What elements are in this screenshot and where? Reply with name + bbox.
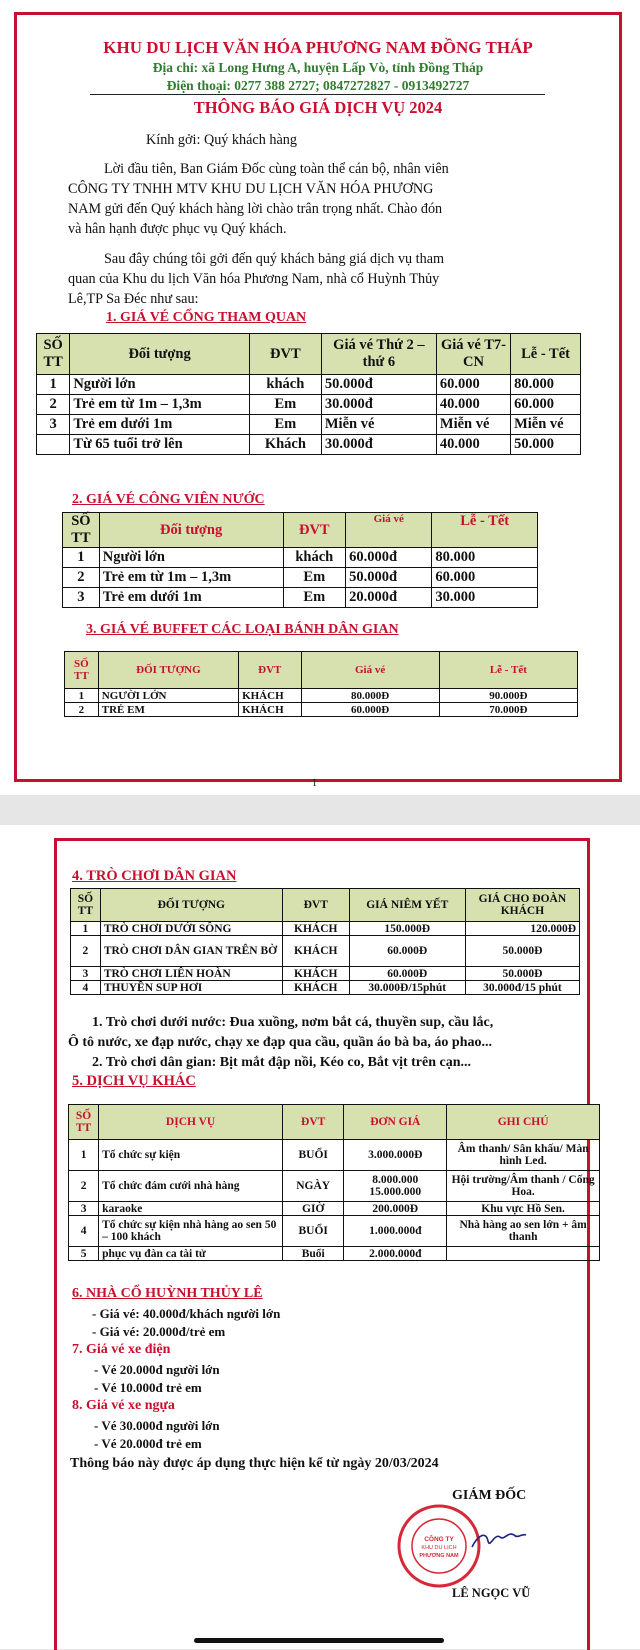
cell: 30.000đ/15 phút — [465, 981, 579, 995]
table-row — [69, 1140, 600, 1171]
cell: Em — [249, 415, 321, 435]
col-stt: SỐ TT — [63, 513, 100, 548]
col-doi-tuong: ĐỐI TƯỢNG — [100, 889, 282, 922]
cell: 3 — [69, 1202, 99, 1216]
cell: 3.000.000Đ — [344, 1140, 447, 1171]
table-row — [37, 435, 581, 455]
svg-text:PHƯƠNG NAM: PHƯƠNG NAM — [419, 1553, 459, 1559]
table-header-row — [37, 334, 581, 375]
cell: Âm thanh/ Sân khấu/ Màn hình Led. — [447, 1140, 600, 1171]
col-stt: SỐ TT — [69, 1105, 99, 1140]
col-gia-doan: GIÁ CHO ĐOÀN KHÁCH — [465, 889, 579, 922]
note1-line2: Ô tô nước, xe đạp nước, chạy xe đạp qua cầu, quần áo bà ba, áo phao... — [68, 1035, 493, 1050]
gate-ticket-table — [36, 333, 581, 455]
cell: 5 — [69, 1247, 99, 1261]
signature-name: LÊ NGỌC VŨ — [452, 1586, 531, 1600]
para2-line2: quan của Khu du lịch Văn hóa Phương Nam, nhà cổ Huỳnh Thủy — [68, 271, 440, 287]
cell: KHÁCH — [239, 689, 301, 703]
notice-title: THÔNG BÁO GIÁ DỊCH VỤ 2024 — [193, 98, 443, 117]
other-services-table — [68, 1104, 600, 1261]
cell: TRÒ CHƠI DÂN GIAN TRÊN BỜ — [100, 936, 282, 967]
list-item: - Vé 20.000đ trẻ em — [94, 1435, 202, 1451]
cell: 30.000đ — [321, 435, 436, 455]
cell: 3 — [63, 588, 100, 608]
buffet-table — [64, 651, 578, 717]
cell: phục vụ đàn ca tài tử — [99, 1247, 283, 1261]
table-row — [37, 395, 581, 415]
cell: THUYỀN SUP HƠI — [100, 981, 282, 995]
cell: TRÒ CHƠI LIÊN HOÀN — [100, 967, 282, 981]
cell: 2 — [65, 703, 99, 717]
para1-line4: và hân hạnh được phục vụ Quý khách. — [68, 221, 287, 237]
table-header-row — [63, 513, 538, 548]
table-row — [37, 415, 581, 435]
cell: 80.000 — [511, 375, 581, 395]
cell: 50.000Đ — [465, 967, 579, 981]
cell: 40.000 — [436, 435, 510, 455]
signature-role: GIÁM ĐỐC — [452, 1488, 527, 1503]
col-doi-tuong: Đối tượng — [70, 334, 250, 375]
water-park-table — [62, 512, 538, 608]
col-dvt: ĐVT — [283, 1105, 344, 1140]
cell: Tổ chức đám cưới nhà hàng — [99, 1171, 283, 1202]
signature-icon — [468, 1525, 528, 1555]
col-don-gia: ĐƠN GIÁ — [344, 1105, 447, 1140]
cell: 4 — [71, 981, 101, 995]
table-row — [71, 981, 580, 995]
cell: Em — [283, 588, 346, 608]
section3-title: 3. GIÁ VÉ BUFFET CÁC LOẠI BÁNH DÂN GIAN — [86, 622, 399, 637]
svg-text:KHU DU LỊCH: KHU DU LỊCH — [421, 1545, 457, 1551]
home-indicator — [194, 1638, 444, 1643]
cell: 1 — [69, 1140, 99, 1171]
cell: Miễn vé — [321, 415, 436, 435]
col-stt: SỐ TT — [71, 889, 101, 922]
col-gia-niem-yet: GIÁ NIÊM YẾT — [349, 889, 465, 922]
table-row — [63, 548, 538, 568]
table-row — [69, 1247, 600, 1261]
cell: TRÒ CHƠI DƯỚI SÔNG — [100, 922, 282, 936]
cell: 80.000Đ — [301, 689, 439, 703]
cell: 1 — [71, 922, 101, 936]
table-row — [65, 703, 578, 717]
cell: 2 — [63, 568, 100, 588]
col-ghi-chu: GHI CHÚ — [447, 1105, 600, 1140]
table-header-row — [69, 1105, 600, 1140]
cell: Từ 65 tuổi trở lên — [70, 435, 250, 455]
cell: BUỔI — [283, 1216, 344, 1247]
cell: 70.000Đ — [439, 703, 577, 717]
section7-title: 7. Giá vé xe điện — [72, 1342, 171, 1357]
col-dvt: ĐVT — [239, 652, 301, 689]
cell: Em — [283, 568, 346, 588]
cell: 60.000Đ — [349, 936, 465, 967]
list-item: - Vé 30.000đ người lớn — [94, 1418, 220, 1433]
cell: 1 — [63, 548, 100, 568]
address: Địa chỉ: xã Long Hưng A, huyện Lấp Vò, tỉnh Đồng Tháp — [152, 60, 484, 75]
phone: Điện thoại: 0277 388 2727; 0847272827 - 0913492727 — [166, 78, 470, 93]
table-header-row — [65, 652, 578, 689]
cell: Miễn vé — [436, 415, 510, 435]
folk-games-table — [70, 888, 580, 995]
cell: KHÁCH — [239, 703, 301, 717]
page-number: 1 — [312, 778, 317, 789]
table-row — [71, 922, 580, 936]
table-row — [71, 936, 580, 967]
table-row — [69, 1171, 600, 1202]
effective-note: Thông báo này được áp dụng thực hiện kể từ ngày 20/03/2024 — [70, 1456, 439, 1471]
cell — [37, 435, 70, 455]
list-item: - Giá vé: 20.000đ/trẻ em — [92, 1323, 226, 1339]
cell: Nhà hàng ao sen lớn + âm thanh — [447, 1216, 600, 1247]
cell: 50.000Đ — [465, 936, 579, 967]
section1-title: 1. GIÁ VÉ CỔNG THAM QUAN — [106, 310, 307, 325]
cell: 1 — [37, 375, 70, 395]
section8-list — [94, 1417, 220, 1452]
cell: 2 — [71, 936, 101, 967]
cell: Trẻ em từ 1m – 1,3m — [70, 395, 250, 415]
greeting: Kính gởi: Quý khách hàng — [146, 132, 297, 148]
cell: khách — [283, 548, 346, 568]
col-weekday: Giá vé Thứ 2 – thứ 6 — [321, 334, 436, 375]
col-dvt: ĐVT — [283, 513, 346, 548]
list-item: - Vé 10.000đ trẻ em — [94, 1379, 202, 1395]
cell: NGÀY — [283, 1171, 344, 1202]
cell: 60.000 — [511, 395, 581, 415]
cell: 4 — [69, 1216, 99, 1247]
table-row — [71, 967, 580, 981]
section4-title: 4. TRÒ CHƠI DÂN GIAN — [72, 868, 237, 884]
col-doi-tuong: ĐỐI TƯỢNG — [98, 652, 238, 689]
cell: Người lớn — [99, 548, 283, 568]
col-holiday: Lễ - Tết — [432, 513, 538, 548]
note2: 2. Trò chơi dân gian: Bịt mắt đập nồi, Kéo co, Bắt vịt trên cạn... — [92, 1055, 472, 1070]
table-row — [65, 689, 578, 703]
cell: Trẻ em dưới 1m — [70, 415, 250, 435]
org-name: KHU DU LỊCH VĂN HÓA PHƯƠNG NAM ĐỒNG THÁP — [103, 38, 533, 57]
cell: 60.000 — [436, 375, 510, 395]
table-header-row — [71, 889, 580, 922]
table-row — [63, 568, 538, 588]
section2-title: 2. GIÁ VÉ CÔNG VIÊN NƯỚC — [72, 492, 265, 507]
cell: NGƯỜI LỚN — [98, 689, 238, 703]
para1-line2: CÔNG TY TNHH MTV KHU DU LỊCH VĂN HÓA PHƯƠNG — [68, 181, 434, 197]
divider — [90, 94, 545, 95]
cell: 150.000Đ — [349, 922, 465, 936]
cell: 2 — [37, 395, 70, 415]
section5-title: 5. DỊCH VỤ KHÁC — [72, 1073, 196, 1089]
table-row — [63, 588, 538, 608]
cell: 1 — [65, 689, 99, 703]
cell: Hội trường/Âm thanh / Cổng Hoa. — [447, 1171, 600, 1202]
list-item: - Giá vé: 40.000đ/khách người lớn — [92, 1306, 281, 1321]
cell: Người lớn — [70, 375, 250, 395]
cell: 50.000đ — [346, 568, 432, 588]
table-row — [37, 375, 581, 395]
cell: KHÁCH — [282, 922, 349, 936]
col-stt: SỐ TT — [65, 652, 99, 689]
cell: 20.000đ — [346, 588, 432, 608]
cell: Khu vực Hồ Sen. — [447, 1202, 600, 1216]
cell: Khách — [249, 435, 321, 455]
cell: 120.000Đ — [465, 922, 579, 936]
cell: 3 — [37, 415, 70, 435]
cell: KHÁCH — [282, 967, 349, 981]
para1-line3: NAM gửi đến Quý khách hàng lời chào trân trọng nhất. Chào đón — [68, 201, 443, 217]
cell: KHÁCH — [282, 936, 349, 967]
para2-line1: Sau đây chúng tôi gởi đến quý khách bảng giá dịch vụ tham — [104, 251, 445, 267]
note1-line1: 1. Trò chơi dưới nước: Đua xuồng, nơm bắt cá, thuyền sup, cầu lắc, — [92, 1015, 494, 1030]
cell: TRẺ EM — [98, 703, 238, 717]
cell: Em — [249, 395, 321, 415]
col-dich-vu: DỊCH VỤ — [99, 1105, 283, 1140]
cell: 40.000 — [436, 395, 510, 415]
col-doi-tuong: Đối tượng — [99, 513, 283, 548]
cell: Buổi — [283, 1247, 344, 1261]
cell: 30.000Đ/15phút — [349, 981, 465, 995]
cell: KHÁCH — [282, 981, 349, 995]
cell: 1.000.000đ — [344, 1216, 447, 1247]
col-holiday: Lễ - Tết — [439, 652, 577, 689]
col-gia-ve: Giá vé — [346, 513, 432, 548]
cell: 80.000 — [432, 548, 538, 568]
section6-list — [92, 1305, 280, 1340]
section8-title: 8. Giá vé xe ngựa — [72, 1398, 175, 1413]
table-row — [69, 1216, 600, 1247]
cell: 60.000đ — [346, 548, 432, 568]
section7-list — [94, 1361, 220, 1396]
cell: 50.000đ — [321, 375, 436, 395]
cell: GIỜ — [283, 1202, 344, 1216]
cell: BUỔI — [283, 1140, 344, 1171]
section6-title: 6. NHÀ CỔ HUỲNH THỦY LÊ — [72, 1286, 263, 1301]
col-weekend: Giá vé T7-CN — [436, 334, 510, 375]
cell: 90.000Đ — [439, 689, 577, 703]
cell: 60.000Đ — [349, 967, 465, 981]
col-dvt: ĐVT — [282, 889, 349, 922]
cell: Tổ chức sự kiện — [99, 1140, 283, 1171]
cell: 30.000 — [432, 588, 538, 608]
para1-line1: Lời đầu tiên, Ban Giám Đốc cùng toàn thể cán bộ, nhân viên — [104, 161, 449, 177]
cell: karaoke — [99, 1202, 283, 1216]
cell: Trẻ em dưới 1m — [99, 588, 283, 608]
cell: 2 — [69, 1171, 99, 1202]
cell: 3 — [71, 967, 101, 981]
col-dvt: ĐVT — [249, 334, 321, 375]
cell: 50.000 — [511, 435, 581, 455]
cell: 8.000.000 15.000.000 — [344, 1171, 447, 1202]
col-stt: SỐ TT — [37, 334, 70, 375]
cell — [447, 1247, 600, 1261]
cell: 60.000 — [432, 568, 538, 588]
table-row — [69, 1202, 600, 1216]
cell: Trẻ em từ 1m – 1,3m — [99, 568, 283, 588]
cell: 60.000Đ — [301, 703, 439, 717]
cell: 2.000.000đ — [344, 1247, 447, 1261]
col-gia-ve: Giá vé — [301, 652, 439, 689]
cell: Tổ chức sự kiện nhà hàng ao sen 50 – 100 khách — [99, 1216, 283, 1247]
para2-line3: Lê,TP Sa Đéc như sau: — [68, 291, 199, 307]
col-holiday: Lễ - Tết — [511, 334, 581, 375]
cell: 200.000Đ — [344, 1202, 447, 1216]
cell: Miễn vé — [511, 415, 581, 435]
cell: khách — [249, 375, 321, 395]
list-item: - Vé 20.000đ người lớn — [94, 1362, 220, 1377]
svg-text:CÔNG TY: CÔNG TY — [424, 1536, 454, 1543]
cell: 30.000đ — [321, 395, 436, 415]
